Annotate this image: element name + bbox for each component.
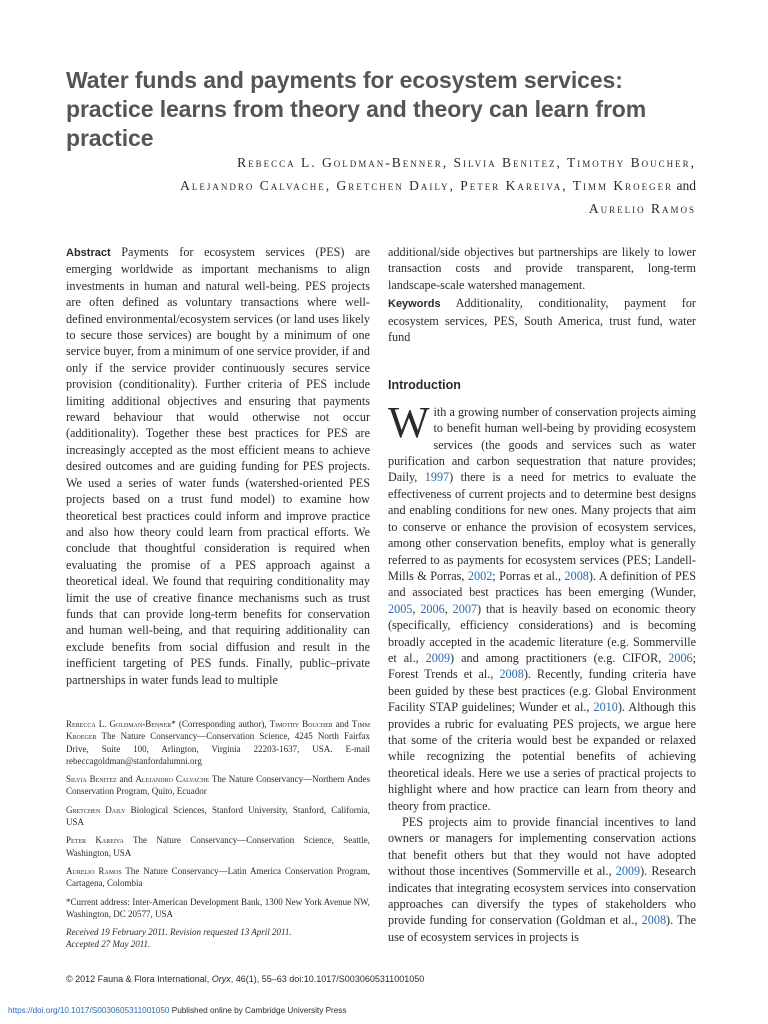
intro-text: ith a growing number of conservation projects aiming to benefit human well-being by providing ecosystem services (the goods and services such as water purification and carbon sequestration that nature provides; Daily,: [388, 404, 696, 485]
doi-link[interactable]: https://doi.org/10.1017/S0030605311001050: [8, 1006, 170, 1015]
citation-link[interactable]: 2008: [499, 667, 524, 682]
page-footer: [66, 974, 424, 984]
affil-name: Rebecca L. Goldman-Benner: [66, 719, 172, 729]
affiliation-3: [66, 804, 370, 829]
author-line-1: Rebecca L. Goldman-Benner, Silvia Benitez, Timothy Boucher,: [237, 155, 696, 170]
citation-link[interactable]: 2010: [593, 700, 618, 715]
citation-link[interactable]: 2006: [420, 601, 445, 616]
affiliation-4: [66, 834, 370, 859]
intro-paragraph-1: [388, 397, 697, 814]
doi-line: [8, 1006, 347, 1015]
article-title: Water funds and payments for ecosystem services: practice learns from theory and theory can learn from practice: [66, 67, 647, 151]
author-line-3: Aurelio Ramos: [588, 201, 696, 216]
published-online-text: Published online by Cambridge University Press: [169, 1006, 347, 1015]
copyright: © 2012 Fauna & Flora International,: [66, 974, 212, 984]
affiliation-2: [66, 773, 370, 798]
affil-text: The Nature Conservancy—Conservation Science, 4245 North Fairfax Drive, Suite 100, Arlington, Virginia 22203-1637, USA. E-mail rebeccagoldman@stanfordalumni.org: [66, 731, 370, 766]
keywords-section: [388, 295, 696, 345]
abstract-continued: additional/side objectives but partnerships are likely to lower transaction costs and provide transparent, long-term landscape-scale watershed management.: [388, 245, 696, 292]
intro-text: ). Recently, funding criteria have been guided by these best practices (e.g. Global Environment Facility STAP guidelines; Wunder et al.,: [388, 667, 696, 715]
affiliation-5: [66, 865, 370, 890]
current-address: *Current address: Inter-American Development Bank, 1300 New York Avenue NW, Washington, DC 20577, USA: [66, 896, 370, 919]
citation-link[interactable]: 2007: [452, 601, 477, 616]
citation-info: , 46(1), 55–63 doi:10.1017/S0030605311001050: [230, 974, 425, 984]
affil-name: Peter Kareiva: [66, 835, 124, 846]
intro-text: ) and among practitioners (e.g. CIFOR,: [450, 650, 669, 665]
intro-text: ) that is heavily based on economic theory (specifically, efficiency considerations) and is becoming broadly accepted in the academic literature (e.g. Sommerville et al.,: [388, 601, 696, 665]
journal-name: Oryx: [211, 974, 231, 984]
abstract-text: Payments for ecosystem services (PES) are emerging worldwide as important mechanisms to align investments in human and natural well-being. PES projects are often defined as voluntary transactions where well-defined environmental/ecosystem services (or land uses likely to secure those services) are bought by a minimum of one service buyer, from a minimum of one service provider, if and only if the service provider continuously secures service provision (conditionality). Further criteria of PES include limiting additional objectives and ensuring that payments reward behaviour that would otherwise not occur (additionality). Together these best practices for PES are increasingly accepted as the most efficient means to achieve desired outcomes and are guiding funding for PES projects. We used a series of water funds (watershed-oriented PES projects based on a trust fund model) to examine how theoretical best practices could inform and improve practice and also how theory could learn from practical efforts. We conclude that thoughtful consideration is required when evaluating the promise of a PES approach against a theoretical ideal. We found that requiring conditionality may limit the use of creative finance mechanisms such as trust funds that can provide long-term benefits for conservation and human well-being, and that requiring additionality can exclude benefits from social diffusion and result in the inefficient targeting of PES funds. Finally, public–private partnerships in water funds lead to multiple: [66, 245, 370, 687]
affil-text: The Nature Conservancy—Latin America Conservation Program, Cartagena, Colombia: [66, 865, 370, 889]
citation-link[interactable]: 2009: [615, 864, 641, 879]
affil-text: and: [116, 774, 136, 785]
affil-name: Timothy Boucher: [269, 719, 333, 729]
intro-text: ). Research indicates that integrating ecosystem services into conservation approaches can diversify the types of stakeholders who provide funding for conservation (Goldman et al.,: [388, 864, 696, 928]
affil-text: * (Corresponding author),: [171, 719, 270, 729]
intro-text: ; Porras et al.,: [492, 568, 565, 583]
affil-text: The Nature Conservancy—Northern Andes Conservation Program, Quito, Ecuador: [66, 774, 371, 797]
abstract-label: Abstract: [66, 247, 111, 259]
affil-text: and: [332, 719, 352, 729]
right-column: [388, 244, 696, 945]
author-line-2: [36, 174, 696, 197]
intro-text: ). The use of ecosystem services in projects is: [388, 913, 696, 944]
intro-text: ; Forest Trends et al.,: [388, 650, 697, 682]
author-list: [36, 151, 696, 220]
affil-name: Timm Kroeger: [66, 719, 370, 742]
affiliations: [66, 718, 370, 951]
citation-link[interactable]: 1997: [424, 470, 450, 485]
author-line-2-names: Alejandro Calvache, Gretchen Daily, Peter Kareiva, Timm Kroeger: [180, 178, 674, 193]
affil-text: Biological Sciences, Stanford University, Stanford, California, USA: [66, 804, 370, 828]
intro-text: ,: [444, 601, 453, 616]
citation-link[interactable]: 2006: [668, 650, 693, 665]
author-and: and: [673, 178, 696, 193]
dates: [66, 926, 370, 951]
accepted-date: Accepted 27 May 2011.: [66, 939, 151, 950]
drop-cap: W: [388, 397, 430, 447]
citation-link[interactable]: 2005: [388, 601, 413, 616]
intro-text: ). A definition of PES and associated best practices has been emerging (Wunder,: [388, 568, 696, 600]
intro-text: ,: [412, 601, 421, 616]
intro-text: ). Although this provides a rubric for evaluating PES projects, we argue here that some of the criteria would best be expanded or relaxed while recognizing the potential benefits of achieving theoretical ideals. Here we use a series of practical projects to highlight where and how practice can learn from theory and theory from practice.: [388, 700, 696, 813]
affil-name: Aurelio Ramos: [66, 865, 122, 876]
citation-link[interactable]: 2002: [467, 568, 493, 583]
abstract-section: [66, 244, 370, 688]
introduction-heading: Introduction: [388, 378, 461, 393]
citation-link[interactable]: 2008: [641, 913, 667, 928]
keywords-text: Additionality, conditionality, payment for ecosystem services, PES, South America, trust fund, water fund: [388, 296, 696, 345]
citation-link[interactable]: 2008: [564, 568, 589, 583]
received-date: Received 19 February 2011. Revision requested 13 April 2011.: [66, 927, 292, 938]
affil-name: Gretchen Daily: [66, 804, 126, 815]
citation-link[interactable]: 2009: [425, 650, 451, 665]
intro-paragraph-2: [388, 814, 696, 945]
intro-text: PES projects aim to provide financial incentives to land owners or managers for implementing conservation actions that benefit others but that they would not have adopted without those incentives (Sommerville et al.,: [388, 815, 696, 879]
affil-text: The Nature Conservancy—Conservation Science, Seattle, Washington, USA: [66, 835, 370, 858]
affil-name: Silvia Benitez: [66, 774, 117, 785]
intro-text: ) there is a need for metrics to evaluate the effectiveness of current projects and to determine best designs and enabling conditions for new ones. Many projects that aim to conserve or enhance the provision of ecosystem services, among other conservation benefits, employ what is generally referred to as payments for ecosystem services (PES; Landell-Mills & Porras,: [388, 470, 696, 583]
keywords-label: Keywords: [388, 298, 441, 311]
affiliation-1: [66, 718, 370, 767]
affil-name: Alejandro Calvache: [135, 774, 210, 785]
